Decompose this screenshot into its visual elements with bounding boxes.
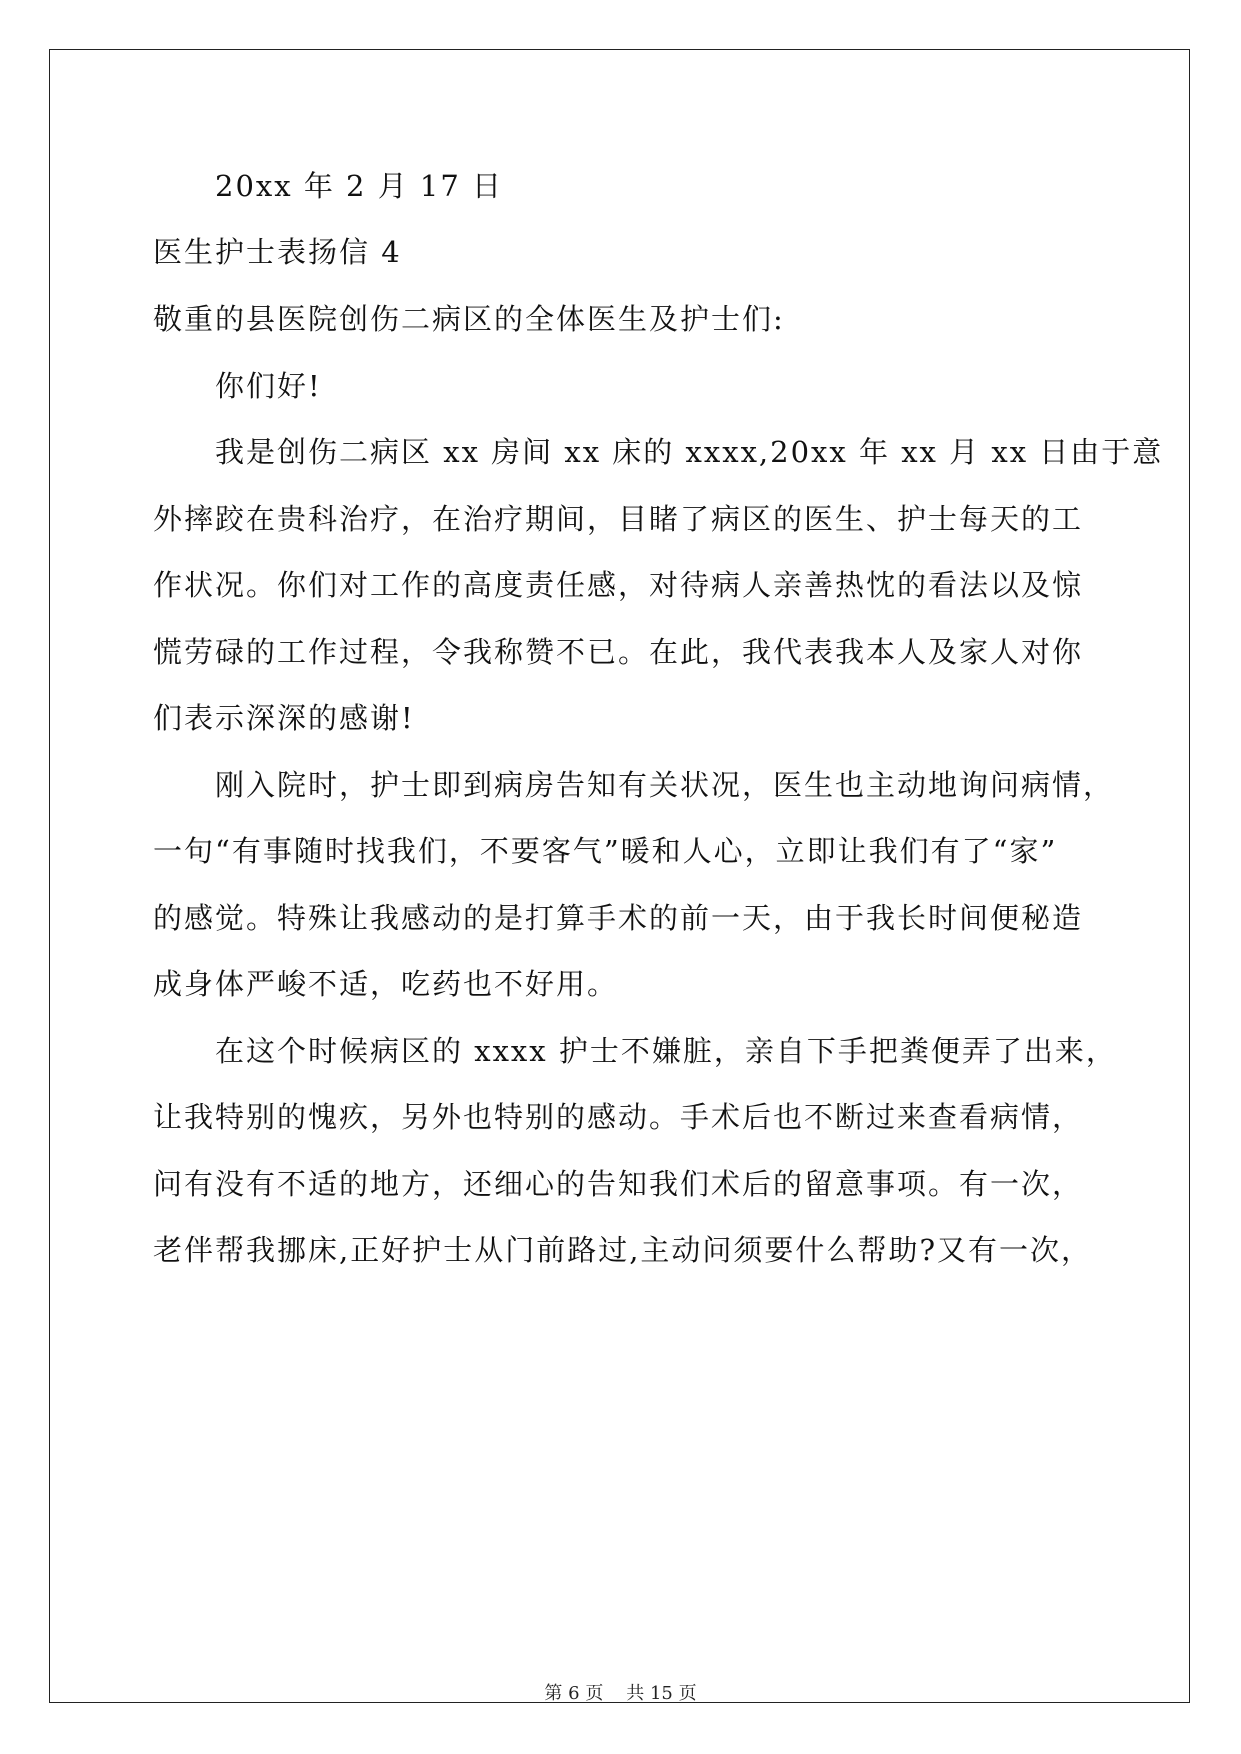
paragraph-line: 成身体严峻不适，吃药也不好用。 [153,967,619,1001]
page-total: 共 15 页 [626,1683,697,1704]
paragraph-line: 作状况。你们对工作的高度责任感，对待病人亲善热忱的看法以及惊 [153,568,1084,602]
page-footer [0,1682,1241,1706]
paragraph-line: 一句“有事随时找我们，不要客气”暖和人心，立即让我们有了“家” [153,834,1058,868]
paragraph-line: 让我特别的愧疚，另外也特别的感动。手术后也不断过来查看病情， [153,1100,1084,1134]
paragraph-line: 刚入院时，护士即到病房告知有关状况，医生也主动地询问病情， [215,768,1115,802]
salutation: 敬重的县医院创伤二病区的全体医生及护士们: [153,302,785,336]
page-border [49,49,1190,1703]
paragraph-line: 的感觉。特殊让我感动的是打算手术的前一天，由于我长时间便秘造 [153,901,1084,935]
page-number: 第 6 页 [544,1683,604,1704]
paragraph-line: 问有没有不适的地方，还细心的告知我们术后的留意事项。有一次， [153,1167,1084,1201]
paragraph-line: 慌劳碌的工作过程，令我称赞不已。在此，我代表我本人及家人对你 [153,635,1084,669]
letter-title: 医生护士表扬信 4 [153,235,402,269]
paragraph-line: 老伴帮我挪床,正好护士从门前路过,主动问须要什么帮助?又有一次， [153,1233,1092,1267]
paragraph-line: 我是创伤二病区 xx 房间 xx 床的 xxxx,20xx 年 xx 月 xx 日由于意 [215,435,1164,469]
greeting: 你们好! [215,369,322,403]
paragraph-line: 在这个时候病区的 xxxx 护士不嫌脏，亲自下手把粪便弄了出来， [215,1034,1117,1068]
paragraph-line: 外摔跤在贵科治疗，在治疗期间，目睹了病区的医生、护士每天的工 [153,502,1084,536]
paragraph-line: 们表示深深的感谢! [153,701,415,735]
date-line: 20xx 年 2 月 17 日 [215,169,504,203]
